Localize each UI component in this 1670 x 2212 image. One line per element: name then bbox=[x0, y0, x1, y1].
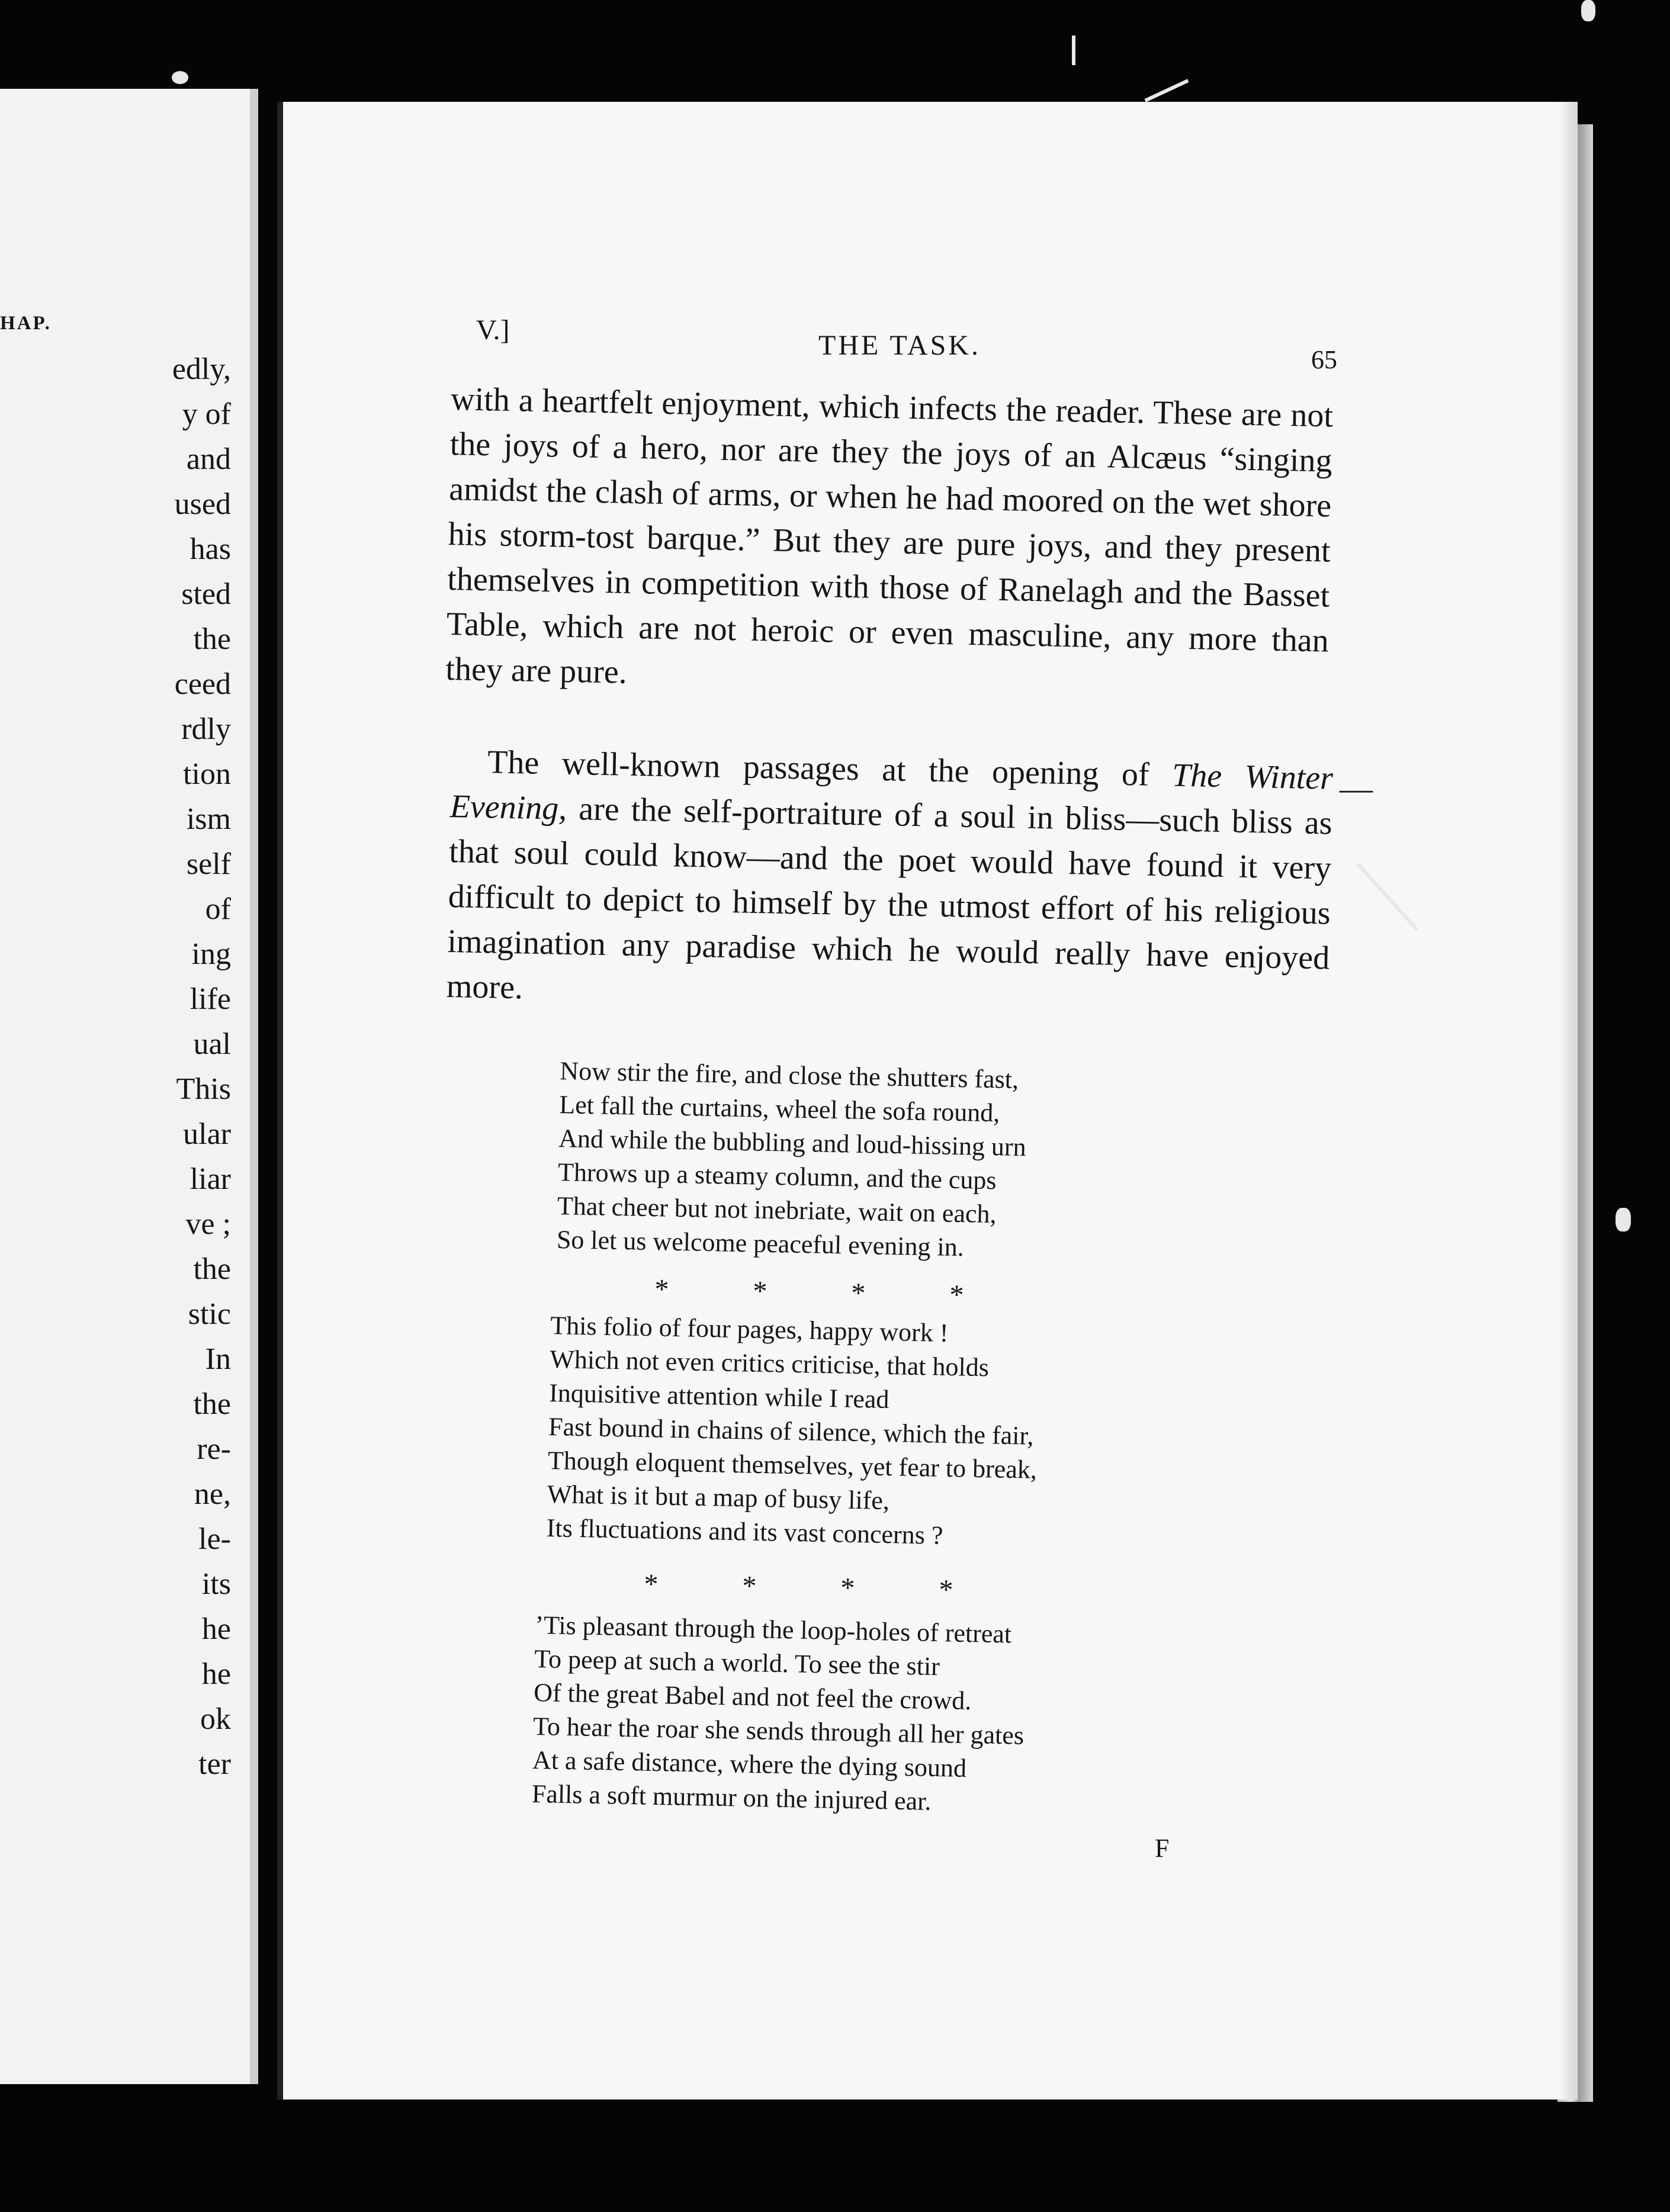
asterism-separator-2: * * * * bbox=[643, 1568, 953, 1606]
verse-line: Its fluctuations and its vast concerns ? bbox=[546, 1513, 943, 1550]
left-page-line-fragment: ok bbox=[200, 1702, 231, 1736]
verse-line: That cheer but not inebriate, wait on each, bbox=[557, 1191, 997, 1229]
left-page-line-fragment: le- bbox=[198, 1522, 231, 1556]
left-page-fragment bbox=[0, 89, 258, 2084]
left-page-line-fragment: the bbox=[193, 1252, 231, 1286]
left-page-line-fragment: he bbox=[201, 1612, 231, 1646]
paragraph-2 bbox=[446, 739, 1333, 1026]
verse-line: And while the bubbling and loud-hissing urn bbox=[558, 1123, 1027, 1162]
left-page-line-fragment: he bbox=[201, 1657, 231, 1691]
left-page-line-fragment: the bbox=[193, 1387, 231, 1421]
paragraph-2-rest: are the self-portraiture of a soul in bliss—such bliss as that soul could know—and the poet would have found it very difficult to depict to himself by the utmost effort of his religious imagination any paradise which he would really have enjoyed more. bbox=[446, 790, 1333, 1007]
scan-speck bbox=[1616, 1208, 1631, 1232]
asterism-separator-1: * * * * bbox=[654, 1273, 964, 1311]
left-page-header-fragment: HAP. bbox=[0, 313, 52, 334]
left-page-line-fragment: stic bbox=[188, 1297, 231, 1331]
left-page-line-fragment: its bbox=[201, 1567, 231, 1601]
page-number: 65 bbox=[1311, 345, 1337, 374]
left-page-line-fragment: ceed bbox=[174, 667, 231, 701]
left-page-line-fragment: ism bbox=[186, 802, 231, 836]
left-page-line-fragment: ual bbox=[193, 1027, 231, 1061]
verse-line: Of the great Babel and not feel the crowd. bbox=[533, 1677, 972, 1716]
verse-stanza-3 bbox=[531, 1608, 1026, 1820]
verse-line: ’Tis pleasant through the loop-holes of retreat bbox=[534, 1610, 1012, 1649]
left-page-line-fragment: ing bbox=[191, 937, 231, 971]
verse-line: Though eloquent themselves, yet fear to break, bbox=[547, 1445, 1038, 1484]
verse-line: To hear the roar she sends through all her gates bbox=[532, 1711, 1025, 1750]
left-page-line-fragment: the bbox=[193, 622, 231, 656]
verse-line: Falls a soft murmur on the injured ear. bbox=[531, 1779, 932, 1816]
left-page-line-fragment: ter bbox=[198, 1747, 231, 1781]
verse-line: At a safe distance, where the dying sound bbox=[532, 1745, 967, 1783]
left-page-line-fragment: sted bbox=[181, 577, 231, 611]
scan-speck bbox=[172, 71, 188, 84]
left-page-line-fragment: has bbox=[190, 532, 231, 566]
left-page-line-fragment: rdly bbox=[181, 712, 231, 746]
left-page-line-fragment: This bbox=[176, 1072, 231, 1106]
running-title: THE TASK. bbox=[818, 330, 981, 361]
scan-speck bbox=[1581, 0, 1595, 21]
signature-mark: F bbox=[1155, 1834, 1170, 1863]
paragraph-1: with a heartfelt enjoyment, which infects the reader. These are not the joys of a hero, nor are they the joys of an Alcæus “singing amidst the clash of arms, or when he had moored on the wet shore his storm-tost barque.” But they are pure joys, and they present themselves in competition with those of Ranelagh and the Basset Table, which are not heroic or even masculine, any more than they are pure. bbox=[445, 380, 1334, 691]
left-page-line-fragment: life bbox=[190, 982, 231, 1016]
verse-line: So let us welcome peaceful evening in. bbox=[556, 1224, 965, 1262]
verse-line: Fast bound in chains of silence, which the fair, bbox=[548, 1412, 1034, 1451]
left-page-line-fragment: ular bbox=[183, 1117, 231, 1151]
verse-line: This folio of four pages, happy work ! bbox=[550, 1310, 949, 1348]
left-page-line-fragment: of bbox=[205, 892, 231, 926]
verse-line: Throws up a steamy column, and the cups bbox=[557, 1157, 997, 1195]
verse-stanza-2 bbox=[546, 1308, 1039, 1554]
verse-line: Which not even critics criticise, that holds bbox=[549, 1344, 990, 1382]
verse-line: What is it but a map of busy life, bbox=[547, 1479, 890, 1516]
left-page-line-fragment: y of bbox=[182, 397, 231, 431]
left-page-gutter-shadow bbox=[250, 89, 258, 2084]
verse-line: To peep at such a world. To see the stir bbox=[534, 1644, 940, 1681]
verse-line: Now stir the fire, and close the shutters fast, bbox=[559, 1056, 1019, 1094]
left-page-line-fragment: used bbox=[174, 487, 231, 521]
left-page-line-fragment: tion bbox=[183, 757, 231, 791]
verse-line: Inquisitive attention while I read bbox=[548, 1378, 889, 1414]
scan-speck bbox=[1144, 79, 1189, 102]
left-page-line-fragment: liar bbox=[190, 1162, 231, 1196]
left-page-line-fragment: ve ; bbox=[185, 1207, 231, 1241]
left-page-line-fragment: ne, bbox=[194, 1477, 231, 1511]
left-page-line-fragment: In bbox=[205, 1342, 231, 1376]
margin-dash: — bbox=[1340, 770, 1373, 807]
chapter-mark: V.] bbox=[476, 314, 510, 346]
verse-stanza-1 bbox=[556, 1054, 1027, 1265]
work-title-italic: The Winter Evening, bbox=[449, 757, 1334, 827]
scan-speck bbox=[1072, 36, 1075, 65]
left-page-line-fragment: and bbox=[186, 442, 231, 476]
verse-line: Let fall the curtains, wheel the sofa round, bbox=[558, 1089, 1000, 1128]
left-page-line-fragment: re- bbox=[197, 1432, 231, 1466]
paragraph-2-lead: The well-known passages at the opening of bbox=[487, 744, 1173, 794]
left-page-line-fragment: edly, bbox=[172, 352, 231, 386]
left-page-line-fragment: self bbox=[186, 847, 231, 881]
